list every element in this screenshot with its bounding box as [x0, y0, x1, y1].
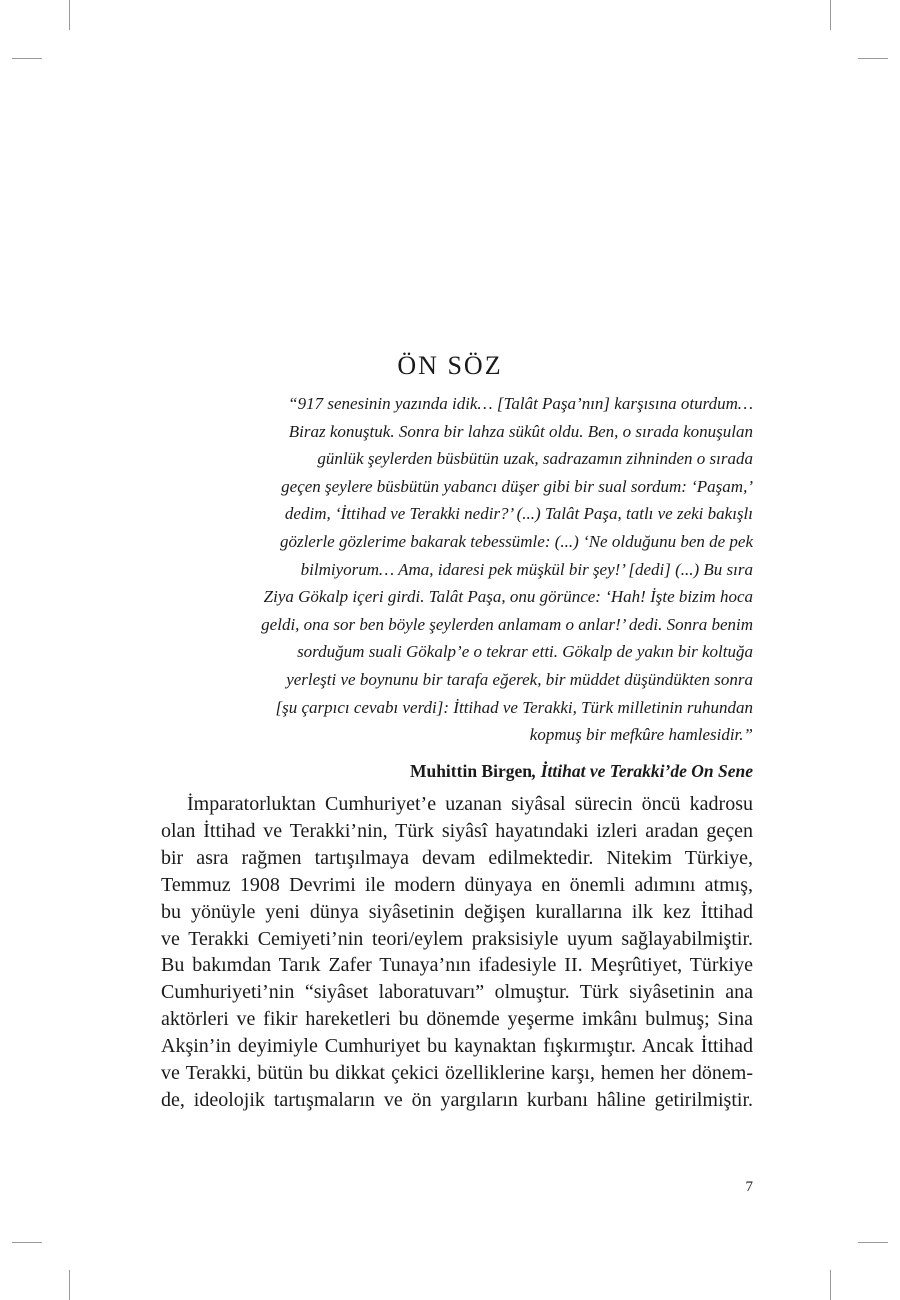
body-line: bu yönüyle yeni dünya siyâsetinin değişen kurallarına ilk kez İttihad	[161, 900, 753, 923]
body-line: aktörleri ve fikir hareketleri bu dönemde yeşerme imkânı bulmuş; Sina	[161, 1008, 753, 1031]
epigraph-line: sorduğum suali Gökalp’e o tekrar etti. Gökalp de yakın bir koltuğa	[297, 642, 753, 662]
attribution-work-title: İttihat ve Terakki’de On Sene	[540, 761, 753, 781]
attribution-author: Muhittin Birgen	[409, 761, 532, 781]
epigraph-line: geçen şeylere büsbütün yabancı düşer gibi bir sual sordum: ‘Paşam,’	[281, 476, 753, 496]
body-line: ve Terakki Cemiyeti’nin teori/eylem praksisiyle uyum sağlayabilmiştir.	[161, 927, 753, 950]
crop-mark-bottom-left	[69, 1270, 70, 1300]
body-paragraph	[161, 791, 753, 1114]
epigraph-attribution	[200, 758, 753, 784]
epigraph-quote	[200, 390, 753, 749]
crop-mark-left-top	[12, 58, 42, 59]
epigraph-line: dedim, ‘İttihad ve Terakki nedir?’ (...) Talât Paşa, tatlı ve zeki bakışlı	[284, 504, 753, 524]
crop-mark-bottom-right	[830, 1270, 831, 1300]
epigraph-line: bilmiyorum… Ama, idaresi pek müşkül bir şey!’ [dedi] (...) Bu sıra	[300, 559, 753, 579]
epigraph-line: gözlerle gözlerime bakarak tebessümle: (...) ‘Ne olduğunu ben de pek	[279, 531, 753, 551]
epigraph-line: “917 senesinin yazında idik… [Talât Paşa’nın] karşısına oturdum…	[288, 394, 753, 413]
epigraph-line: kopmuş bir mefkûre hamlesidir.”	[529, 725, 753, 745]
epigraph-line: Biraz konuştuk. Sonra bir lahza sükût oldu. Ben, o sırada konuşulan	[288, 421, 753, 441]
epigraph-line: yerleşti ve boynunu bir tarafa eğerek, bir müddet düşündükten sonra	[286, 669, 753, 689]
body-line: İmparatorluktan Cumhuriyet’e uzanan siyâsal sürecin öncü kadrosu	[187, 793, 753, 815]
crop-mark-top-right	[830, 0, 831, 30]
crop-mark-left-bottom	[12, 1242, 42, 1243]
body-line: Akşin’in deyimiyle Cumhuriyet bu kaynaktan fışkırmıştır. Ancak İttihad	[161, 1035, 753, 1058]
attribution-separator: ,	[531, 761, 537, 781]
body-line: olan İttihad ve Terakki’nin, Türk siyâsî hayatındaki izleri aradan geçen	[161, 819, 753, 842]
body-line: Temmuz 1908 Devrimi ile modern dünyaya en önemli adımını atmış,	[161, 873, 753, 896]
page-number: 7	[745, 1179, 753, 1195]
body-line: ve Terakki, bütün bu dikkat çekici özelliklerine karşı, hemen her dönem-	[161, 1062, 753, 1085]
page-title: ÖN SÖZ	[397, 351, 503, 381]
epigraph-line: [şu çarpıcı cevabı verdi]: İttihad ve Terakki, Türk milletinin ruhundan	[275, 697, 753, 717]
epigraph-line: Ziya Gökalp içeri girdi. Talât Paşa, onu görünce: ‘Hah! İşte bizim hoca	[263, 587, 753, 607]
epigraph-line: geldi, ona sor ben böyle şeylerden anlamam o anlar!’ dedi. Sonra benim	[261, 614, 753, 634]
body-line: de, ideolojik tartışmaların ve ön yargıların kurbanı hâline getirilmiştir.	[161, 1088, 753, 1111]
epigraph-line: günlük şeylerden büsbütün uzak, sadrazamın zihninden o sırada	[317, 449, 753, 469]
crop-mark-right-bottom	[858, 1242, 888, 1243]
crop-mark-top-left	[69, 0, 70, 30]
body-line: Bu bakımdan Tarık Zafer Tunaya’nın ifadesiyle II. Meşrûtiyet, Türkiye	[161, 954, 753, 977]
body-line: bir asra rağmen tartışılmaya devam edilmektedir. Nitekim Türkiye,	[161, 846, 753, 869]
body-line: Cumhuriyeti’nin “siyâset laboratuvarı” olmuştur. Türk siyâsetinin ana	[161, 981, 753, 1004]
crop-mark-right-top	[858, 58, 888, 59]
